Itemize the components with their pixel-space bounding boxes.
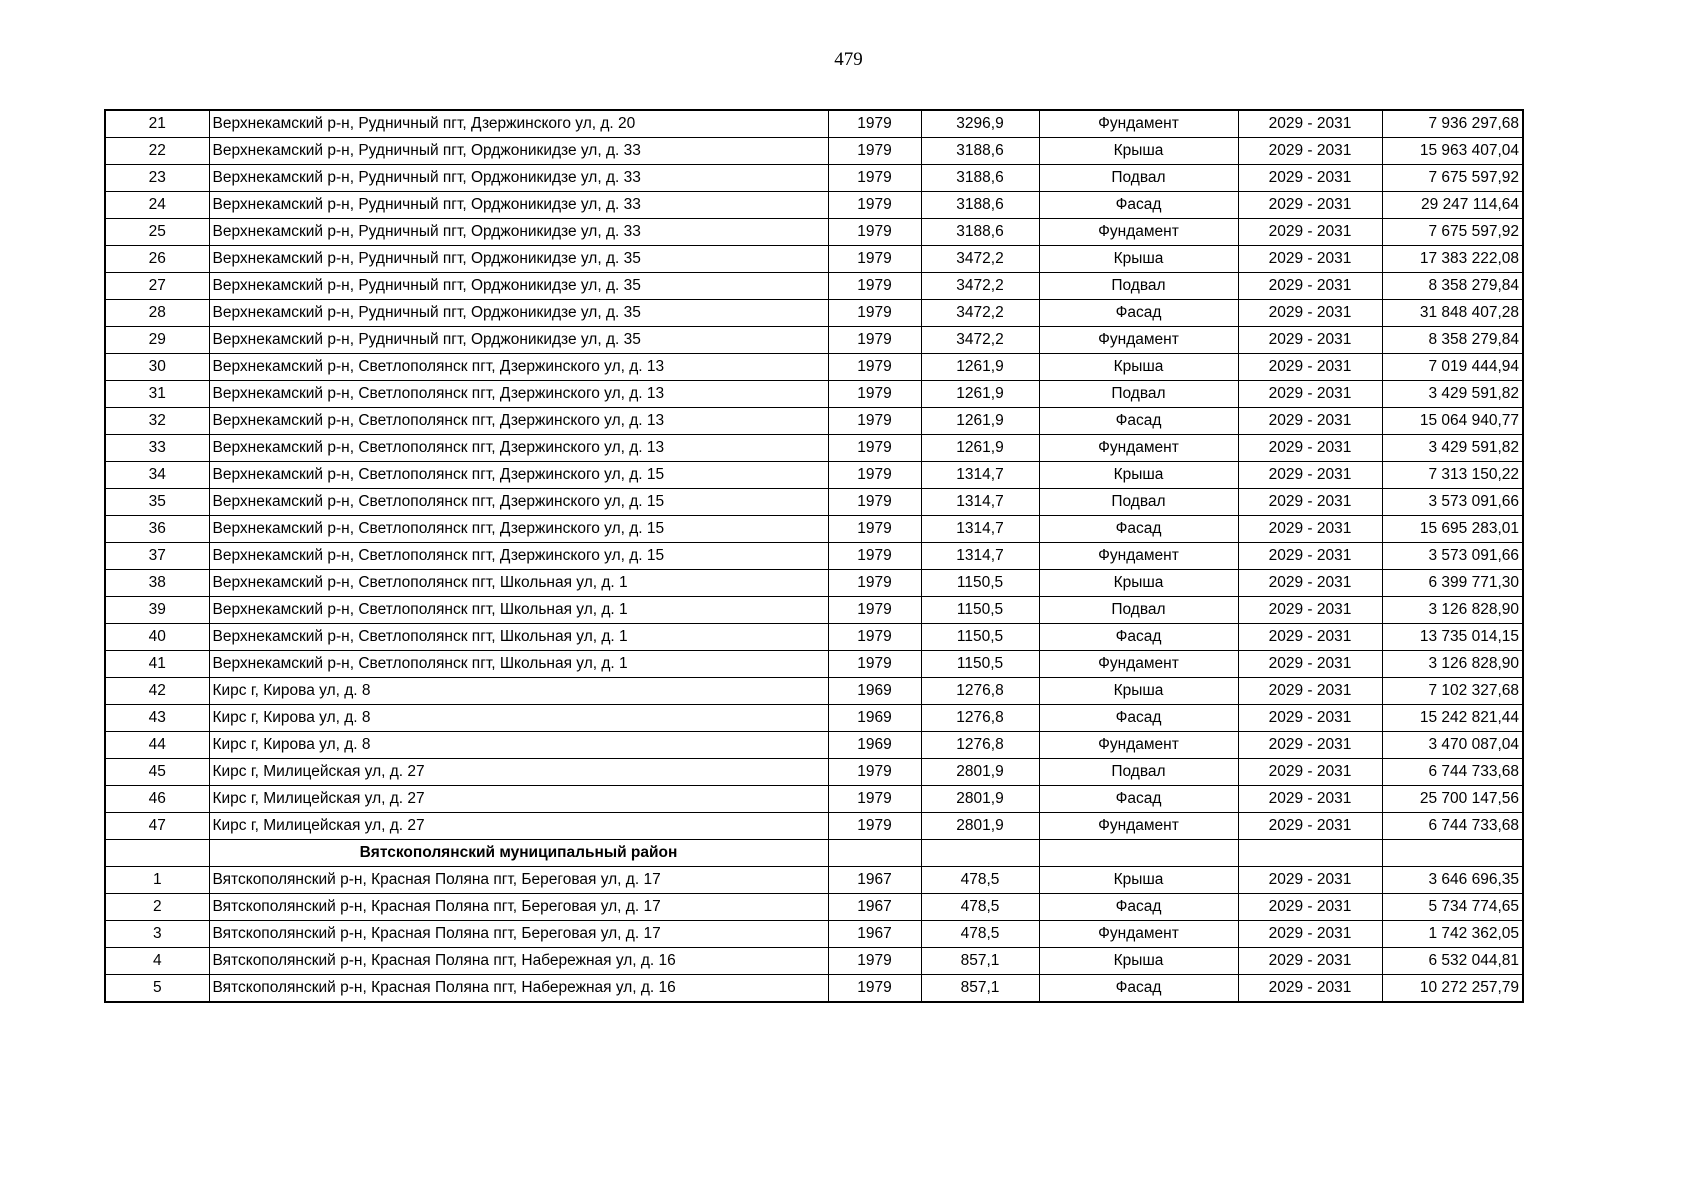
year-built-cell: 1967 <box>828 867 921 894</box>
row-number-cell: 43 <box>105 705 209 732</box>
cost-cell: 13 735 014,15 <box>1382 624 1523 651</box>
repair-period-cell: 2029 - 2031 <box>1238 813 1382 840</box>
repair-period-cell: 2029 - 2031 <box>1238 165 1382 192</box>
row-number-cell: 36 <box>105 516 209 543</box>
table-row <box>105 138 1523 165</box>
table-row <box>105 759 1523 786</box>
page-number: 479 <box>834 49 863 70</box>
structural-element-cell: Фундамент <box>1039 435 1238 462</box>
address-cell: Верхнекамский р-н, Рудничный пгт, Орджоникидзе ул, д. 35 <box>209 246 828 273</box>
structural-element-cell: Крыша <box>1039 570 1238 597</box>
repair-period-cell: 2029 - 2031 <box>1238 110 1382 138</box>
repair-period-cell: 2029 - 2031 <box>1238 192 1382 219</box>
table-row <box>105 354 1523 381</box>
year-built-cell: 1979 <box>828 597 921 624</box>
table-row <box>105 110 1523 138</box>
repair-period-cell: 2029 - 2031 <box>1238 921 1382 948</box>
table-row <box>105 273 1523 300</box>
structural-element-cell: Подвал <box>1039 273 1238 300</box>
row-number-cell: 22 <box>105 138 209 165</box>
cost-cell: 3 646 696,35 <box>1382 867 1523 894</box>
cost-cell: 7 675 597,92 <box>1382 219 1523 246</box>
area-cell: 1314,7 <box>921 543 1039 570</box>
structural-element-cell: Крыша <box>1039 948 1238 975</box>
area-cell: 3472,2 <box>921 246 1039 273</box>
table-body <box>105 110 1523 1002</box>
cost-cell: 6 399 771,30 <box>1382 570 1523 597</box>
address-cell: Вятскополянский р-н, Красная Поляна пгт, Береговая ул, д. 17 <box>209 921 828 948</box>
structural-element-cell: Фасад <box>1039 786 1238 813</box>
year-built-cell: 1979 <box>828 110 921 138</box>
cost-cell: 5 734 774,65 <box>1382 894 1523 921</box>
structural-element-cell: Фундамент <box>1039 651 1238 678</box>
table-row <box>105 867 1523 894</box>
structural-element-cell: Фасад <box>1039 516 1238 543</box>
cost-cell: 7 675 597,92 <box>1382 165 1523 192</box>
row-number-cell: 42 <box>105 678 209 705</box>
repair-period-cell: 2029 - 2031 <box>1238 894 1382 921</box>
address-cell: Кирс г, Милицейская ул, д. 27 <box>209 813 828 840</box>
repair-period-cell: 2029 - 2031 <box>1238 489 1382 516</box>
repair-period-cell: 2029 - 2031 <box>1238 462 1382 489</box>
year-built-cell: 1979 <box>828 489 921 516</box>
year-built-cell: 1979 <box>828 948 921 975</box>
structural-element-cell: Фундамент <box>1039 543 1238 570</box>
area-cell: 3472,2 <box>921 327 1039 354</box>
year-built-cell: 1979 <box>828 759 921 786</box>
year-built-cell: 1969 <box>828 732 921 759</box>
structural-element-cell: Фундамент <box>1039 813 1238 840</box>
address-cell: Верхнекамский р-н, Светлополянск пгт, Дзержинского ул, д. 13 <box>209 354 828 381</box>
area-cell: 1261,9 <box>921 354 1039 381</box>
empty-cell <box>828 840 921 867</box>
empty-cell <box>105 840 209 867</box>
area-cell: 1276,8 <box>921 732 1039 759</box>
repair-period-cell: 2029 - 2031 <box>1238 300 1382 327</box>
repair-period-cell: 2029 - 2031 <box>1238 705 1382 732</box>
table-row <box>105 921 1523 948</box>
repair-period-cell: 2029 - 2031 <box>1238 597 1382 624</box>
structural-element-cell: Крыша <box>1039 138 1238 165</box>
table-row <box>105 948 1523 975</box>
structural-element-cell: Крыша <box>1039 354 1238 381</box>
row-number-cell: 27 <box>105 273 209 300</box>
table-row <box>105 651 1523 678</box>
year-built-cell: 1979 <box>828 462 921 489</box>
table-row <box>105 192 1523 219</box>
area-cell: 3188,6 <box>921 192 1039 219</box>
table-row <box>105 516 1523 543</box>
year-built-cell: 1969 <box>828 705 921 732</box>
year-built-cell: 1979 <box>828 516 921 543</box>
section-header-row <box>105 840 1523 867</box>
table-row <box>105 219 1523 246</box>
row-number-cell: 34 <box>105 462 209 489</box>
table-row <box>105 570 1523 597</box>
year-built-cell: 1979 <box>828 381 921 408</box>
row-number-cell: 21 <box>105 110 209 138</box>
area-cell: 3472,2 <box>921 300 1039 327</box>
repair-period-cell: 2029 - 2031 <box>1238 624 1382 651</box>
address-cell: Верхнекамский р-н, Светлополянск пгт, Школьная ул, д. 1 <box>209 651 828 678</box>
table-row <box>105 435 1523 462</box>
year-built-cell: 1979 <box>828 624 921 651</box>
structural-element-cell: Крыша <box>1039 462 1238 489</box>
year-built-cell: 1979 <box>828 408 921 435</box>
cost-cell: 15 242 821,44 <box>1382 705 1523 732</box>
area-cell: 478,5 <box>921 921 1039 948</box>
cost-cell: 25 700 147,56 <box>1382 786 1523 813</box>
row-number-cell: 45 <box>105 759 209 786</box>
structural-element-cell: Фасад <box>1039 705 1238 732</box>
repair-period-cell: 2029 - 2031 <box>1238 516 1382 543</box>
table-row <box>105 381 1523 408</box>
table-row <box>105 462 1523 489</box>
year-built-cell: 1979 <box>828 192 921 219</box>
structural-element-cell: Фасад <box>1039 408 1238 435</box>
cost-cell: 1 742 362,05 <box>1382 921 1523 948</box>
row-number-cell: 4 <box>105 948 209 975</box>
row-number-cell: 24 <box>105 192 209 219</box>
row-number-cell: 35 <box>105 489 209 516</box>
row-number-cell: 44 <box>105 732 209 759</box>
repair-period-cell: 2029 - 2031 <box>1238 381 1382 408</box>
year-built-cell: 1979 <box>828 165 921 192</box>
section-title: Вятскополянский муниципальный район <box>209 840 828 867</box>
year-built-cell: 1979 <box>828 543 921 570</box>
row-number-cell: 29 <box>105 327 209 354</box>
address-cell: Верхнекамский р-н, Светлополянск пгт, Дзержинского ул, д. 13 <box>209 408 828 435</box>
cost-cell: 7 936 297,68 <box>1382 110 1523 138</box>
area-cell: 2801,9 <box>921 786 1039 813</box>
table-row <box>105 408 1523 435</box>
address-cell: Верхнекамский р-н, Рудничный пгт, Орджоникидзе ул, д. 35 <box>209 300 828 327</box>
repair-period-cell: 2029 - 2031 <box>1238 975 1382 1003</box>
year-built-cell: 1969 <box>828 678 921 705</box>
repair-period-cell: 2029 - 2031 <box>1238 219 1382 246</box>
cost-cell: 6 744 733,68 <box>1382 759 1523 786</box>
year-built-cell: 1979 <box>828 975 921 1003</box>
year-built-cell: 1979 <box>828 273 921 300</box>
table-row <box>105 624 1523 651</box>
area-cell: 478,5 <box>921 894 1039 921</box>
repair-period-cell: 2029 - 2031 <box>1238 786 1382 813</box>
address-cell: Вятскополянский р-н, Красная Поляна пгт, Набережная ул, д. 16 <box>209 948 828 975</box>
cost-cell: 7 019 444,94 <box>1382 354 1523 381</box>
cost-cell: 3 573 091,66 <box>1382 489 1523 516</box>
area-cell: 857,1 <box>921 948 1039 975</box>
structural-element-cell: Фундамент <box>1039 327 1238 354</box>
repair-period-cell: 2029 - 2031 <box>1238 354 1382 381</box>
table-row <box>105 300 1523 327</box>
repair-period-cell: 2029 - 2031 <box>1238 138 1382 165</box>
cost-cell: 6 532 044,81 <box>1382 948 1523 975</box>
table-row <box>105 246 1523 273</box>
row-number-cell: 1 <box>105 867 209 894</box>
structural-element-cell: Фасад <box>1039 300 1238 327</box>
area-cell: 1276,8 <box>921 678 1039 705</box>
structural-element-cell: Подвал <box>1039 597 1238 624</box>
address-cell: Верхнекамский р-н, Светлополянск пгт, Школьная ул, д. 1 <box>209 570 828 597</box>
row-number-cell: 3 <box>105 921 209 948</box>
row-number-cell: 2 <box>105 894 209 921</box>
repair-period-cell: 2029 - 2031 <box>1238 948 1382 975</box>
structural-element-cell: Крыша <box>1039 246 1238 273</box>
cost-cell: 15 064 940,77 <box>1382 408 1523 435</box>
address-cell: Кирс г, Милицейская ул, д. 27 <box>209 759 828 786</box>
cost-cell: 8 358 279,84 <box>1382 327 1523 354</box>
cost-cell: 7 102 327,68 <box>1382 678 1523 705</box>
cost-cell: 3 126 828,90 <box>1382 651 1523 678</box>
area-cell: 1150,5 <box>921 597 1039 624</box>
address-cell: Верхнекамский р-н, Светлополянск пгт, Дзержинского ул, д. 15 <box>209 489 828 516</box>
year-built-cell: 1967 <box>828 921 921 948</box>
cost-cell: 15 695 283,01 <box>1382 516 1523 543</box>
area-cell: 3472,2 <box>921 273 1039 300</box>
address-cell: Верхнекамский р-н, Рудничный пгт, Орджоникидзе ул, д. 35 <box>209 273 828 300</box>
repair-period-cell: 2029 - 2031 <box>1238 543 1382 570</box>
cost-cell: 6 744 733,68 <box>1382 813 1523 840</box>
table-row <box>105 705 1523 732</box>
area-cell: 1261,9 <box>921 408 1039 435</box>
address-cell: Верхнекамский р-н, Рудничный пгт, Орджоникидзе ул, д. 33 <box>209 165 828 192</box>
repair-period-cell: 2029 - 2031 <box>1238 759 1382 786</box>
cost-cell: 31 848 407,28 <box>1382 300 1523 327</box>
area-cell: 1314,7 <box>921 462 1039 489</box>
address-cell: Кирс г, Кирова ул, д. 8 <box>209 705 828 732</box>
structural-element-cell: Фундамент <box>1039 110 1238 138</box>
table-row <box>105 975 1523 1003</box>
year-built-cell: 1979 <box>828 786 921 813</box>
address-cell: Вятскополянский р-н, Красная Поляна пгт, Набережная ул, д. 16 <box>209 975 828 1003</box>
structural-element-cell: Крыша <box>1039 867 1238 894</box>
address-cell: Кирс г, Кирова ул, д. 8 <box>209 678 828 705</box>
row-number-cell: 38 <box>105 570 209 597</box>
row-number-cell: 28 <box>105 300 209 327</box>
row-number-cell: 31 <box>105 381 209 408</box>
cost-cell: 8 358 279,84 <box>1382 273 1523 300</box>
area-cell: 1261,9 <box>921 435 1039 462</box>
cost-cell: 3 126 828,90 <box>1382 597 1523 624</box>
structural-element-cell: Фасад <box>1039 192 1238 219</box>
address-cell: Вятскополянский р-н, Красная Поляна пгт, Береговая ул, д. 17 <box>209 894 828 921</box>
cost-cell: 17 383 222,08 <box>1382 246 1523 273</box>
year-built-cell: 1979 <box>828 354 921 381</box>
cost-cell: 7 313 150,22 <box>1382 462 1523 489</box>
structural-element-cell: Подвал <box>1039 381 1238 408</box>
structural-element-cell: Подвал <box>1039 759 1238 786</box>
address-cell: Верхнекамский р-н, Светлополянск пгт, Школьная ул, д. 1 <box>209 597 828 624</box>
area-cell: 1261,9 <box>921 381 1039 408</box>
cost-cell: 3 429 591,82 <box>1382 381 1523 408</box>
area-cell: 3188,6 <box>921 138 1039 165</box>
address-cell: Верхнекамский р-н, Светлополянск пгт, Дзержинского ул, д. 13 <box>209 435 828 462</box>
empty-cell <box>1238 840 1382 867</box>
area-cell: 857,1 <box>921 975 1039 1003</box>
area-cell: 1314,7 <box>921 516 1039 543</box>
address-cell: Верхнекамский р-н, Рудничный пгт, Орджоникидзе ул, д. 35 <box>209 327 828 354</box>
address-cell: Верхнекамский р-н, Рудничный пгт, Орджоникидзе ул, д. 33 <box>209 192 828 219</box>
row-number-cell: 26 <box>105 246 209 273</box>
table-row <box>105 489 1523 516</box>
table-row <box>105 786 1523 813</box>
empty-cell <box>1382 840 1523 867</box>
cost-cell: 15 963 407,04 <box>1382 138 1523 165</box>
row-number-cell: 41 <box>105 651 209 678</box>
structural-element-cell: Фундамент <box>1039 921 1238 948</box>
structural-element-cell: Подвал <box>1039 489 1238 516</box>
cost-cell: 29 247 114,64 <box>1382 192 1523 219</box>
area-cell: 1150,5 <box>921 651 1039 678</box>
empty-cell <box>921 840 1039 867</box>
row-number-cell: 37 <box>105 543 209 570</box>
row-number-cell: 33 <box>105 435 209 462</box>
cost-cell: 3 470 087,04 <box>1382 732 1523 759</box>
repair-period-cell: 2029 - 2031 <box>1238 867 1382 894</box>
address-cell: Верхнекамский р-н, Светлополянск пгт, Школьная ул, д. 1 <box>209 624 828 651</box>
table-row <box>105 165 1523 192</box>
row-number-cell: 40 <box>105 624 209 651</box>
year-built-cell: 1979 <box>828 138 921 165</box>
year-built-cell: 1967 <box>828 894 921 921</box>
empty-cell <box>1039 840 1238 867</box>
structural-element-cell: Подвал <box>1039 165 1238 192</box>
structural-element-cell: Фундамент <box>1039 732 1238 759</box>
row-number-cell: 32 <box>105 408 209 435</box>
structural-element-cell: Крыша <box>1039 678 1238 705</box>
row-number-cell: 23 <box>105 165 209 192</box>
address-cell: Верхнекамский р-н, Светлополянск пгт, Дзержинского ул, д. 15 <box>209 543 828 570</box>
cost-cell: 10 272 257,79 <box>1382 975 1523 1003</box>
repair-period-cell: 2029 - 2031 <box>1238 327 1382 354</box>
row-number-cell: 30 <box>105 354 209 381</box>
table-row <box>105 894 1523 921</box>
year-built-cell: 1979 <box>828 651 921 678</box>
address-cell: Верхнекамский р-н, Рудничный пгт, Орджоникидзе ул, д. 33 <box>209 219 828 246</box>
year-built-cell: 1979 <box>828 300 921 327</box>
structural-element-cell: Фасад <box>1039 894 1238 921</box>
area-cell: 1314,7 <box>921 489 1039 516</box>
year-built-cell: 1979 <box>828 570 921 597</box>
repair-period-cell: 2029 - 2031 <box>1238 732 1382 759</box>
table-row <box>105 327 1523 354</box>
repair-period-cell: 2029 - 2031 <box>1238 273 1382 300</box>
structural-element-cell: Фундамент <box>1039 219 1238 246</box>
repair-period-cell: 2029 - 2031 <box>1238 570 1382 597</box>
year-built-cell: 1979 <box>828 219 921 246</box>
row-number-cell: 5 <box>105 975 209 1003</box>
row-number-cell: 39 <box>105 597 209 624</box>
year-built-cell: 1979 <box>828 813 921 840</box>
cost-cell: 3 429 591,82 <box>1382 435 1523 462</box>
area-cell: 3188,6 <box>921 165 1039 192</box>
table-row <box>105 543 1523 570</box>
structural-element-cell: Фасад <box>1039 624 1238 651</box>
address-cell: Вятскополянский р-н, Красная Поляна пгт, Береговая ул, д. 17 <box>209 867 828 894</box>
row-number-cell: 25 <box>105 219 209 246</box>
year-built-cell: 1979 <box>828 327 921 354</box>
address-cell: Верхнекамский р-н, Светлополянск пгт, Дзержинского ул, д. 15 <box>209 462 828 489</box>
address-cell: Верхнекамский р-н, Рудничный пгт, Орджоникидзе ул, д. 33 <box>209 138 828 165</box>
table-row <box>105 597 1523 624</box>
area-cell: 2801,9 <box>921 813 1039 840</box>
year-built-cell: 1979 <box>828 435 921 462</box>
repair-period-cell: 2029 - 2031 <box>1238 435 1382 462</box>
repair-schedule-table <box>104 109 1524 1003</box>
area-cell: 1276,8 <box>921 705 1039 732</box>
address-cell: Верхнекамский р-н, Рудничный пгт, Дзержинского ул, д. 20 <box>209 110 828 138</box>
repair-period-cell: 2029 - 2031 <box>1238 408 1382 435</box>
table-row <box>105 813 1523 840</box>
structural-element-cell: Фасад <box>1039 975 1238 1003</box>
row-number-cell: 46 <box>105 786 209 813</box>
area-cell: 2801,9 <box>921 759 1039 786</box>
area-cell: 1150,5 <box>921 624 1039 651</box>
area-cell: 3296,9 <box>921 110 1039 138</box>
row-number-cell: 47 <box>105 813 209 840</box>
repair-period-cell: 2029 - 2031 <box>1238 246 1382 273</box>
address-cell: Верхнекамский р-н, Светлополянск пгт, Дзержинского ул, д. 15 <box>209 516 828 543</box>
area-cell: 3188,6 <box>921 219 1039 246</box>
cost-cell: 3 573 091,66 <box>1382 543 1523 570</box>
table-row <box>105 678 1523 705</box>
address-cell: Кирс г, Милицейская ул, д. 27 <box>209 786 828 813</box>
year-built-cell: 1979 <box>828 246 921 273</box>
area-cell: 478,5 <box>921 867 1039 894</box>
repair-period-cell: 2029 - 2031 <box>1238 678 1382 705</box>
repair-period-cell: 2029 - 2031 <box>1238 651 1382 678</box>
table-row <box>105 732 1523 759</box>
area-cell: 1150,5 <box>921 570 1039 597</box>
address-cell: Кирс г, Кирова ул, д. 8 <box>209 732 828 759</box>
address-cell: Верхнекамский р-н, Светлополянск пгт, Дзержинского ул, д. 13 <box>209 381 828 408</box>
